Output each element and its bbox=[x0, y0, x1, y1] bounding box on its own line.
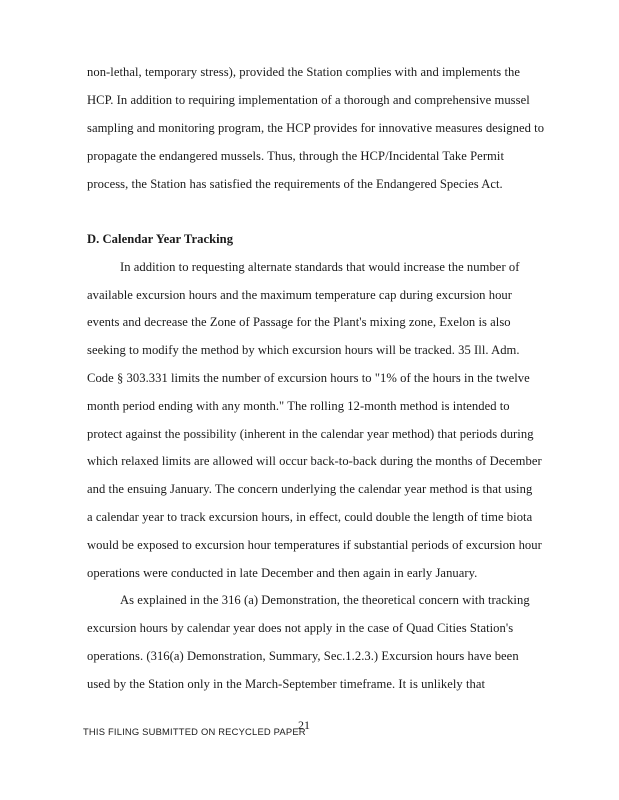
body-text-line: month period ending with any month." The rolling 12-month method is intended to bbox=[87, 399, 510, 413]
body-text-line: HCP. In addition to requiring implementation of a thorough and comprehensive mussel bbox=[87, 93, 530, 107]
body-text-line: used by the Station only in the March-September timeframe. It is unlikely that bbox=[87, 677, 486, 691]
body-text-line: available excursion hours and the maximum temperature cap during excursion hour bbox=[87, 288, 513, 302]
recycled-paper-footer: THIS FILING SUBMITTED ON RECYCLED PAPER bbox=[83, 726, 306, 737]
body-text-line: sampling and monitoring program, the HCP provides for innovative measures designed to bbox=[87, 121, 545, 135]
body-text-line: propagate the endangered mussels. Thus, through the HCP/Incidental Take Permit bbox=[87, 149, 505, 163]
body-text-line: As explained in the 316 (a) Demonstration, the theoretical concern with tracking bbox=[120, 593, 530, 607]
body-text-line: operations. (316(a) Demonstration, Summary, Sec.1.2.3.) Excursion hours have been bbox=[87, 649, 519, 663]
body-text-line: process, the Station has satisfied the requirements of the Endangered Species Act. bbox=[87, 177, 503, 191]
body-text-line: which relaxed limits are allowed will occur back-to-back during the months of December bbox=[87, 454, 542, 468]
body-text-line: operations were conducted in late December and then again in early January. bbox=[87, 566, 478, 580]
body-text-line: In addition to requesting alternate standards that would increase the number of bbox=[120, 260, 520, 274]
page-number: 21 bbox=[298, 718, 310, 732]
body-text-line: would be exposed to excursion hour temperatures if substantial periods of excursion hour bbox=[87, 538, 542, 552]
section-heading: D. Calendar Year Tracking bbox=[87, 232, 234, 246]
body-text-line: events and decrease the Zone of Passage for the Plant's mixing zone, Exelon is also bbox=[87, 315, 511, 329]
body-text-line: Code § 303.331 limits the number of excursion hours to "1% of the hours in the twelve bbox=[87, 371, 530, 385]
body-text-line: a calendar year to track excursion hours, in effect, could double the length of time biota bbox=[87, 510, 533, 524]
body-text-line: and the ensuing January. The concern underlying the calendar year method is that using bbox=[87, 482, 533, 496]
body-text-line: protect against the possibility (inherent in the calendar year method) that periods during bbox=[87, 427, 534, 441]
body-text-line: excursion hours by calendar year does not apply in the case of Quad Cities Station's bbox=[87, 621, 514, 635]
body-text-line: seeking to modify the method by which excursion hours will be tracked. 35 Ill. Adm. bbox=[87, 343, 520, 357]
body-text-line: non-lethal, temporary stress), provided the Station complies with and implements the bbox=[87, 65, 520, 79]
